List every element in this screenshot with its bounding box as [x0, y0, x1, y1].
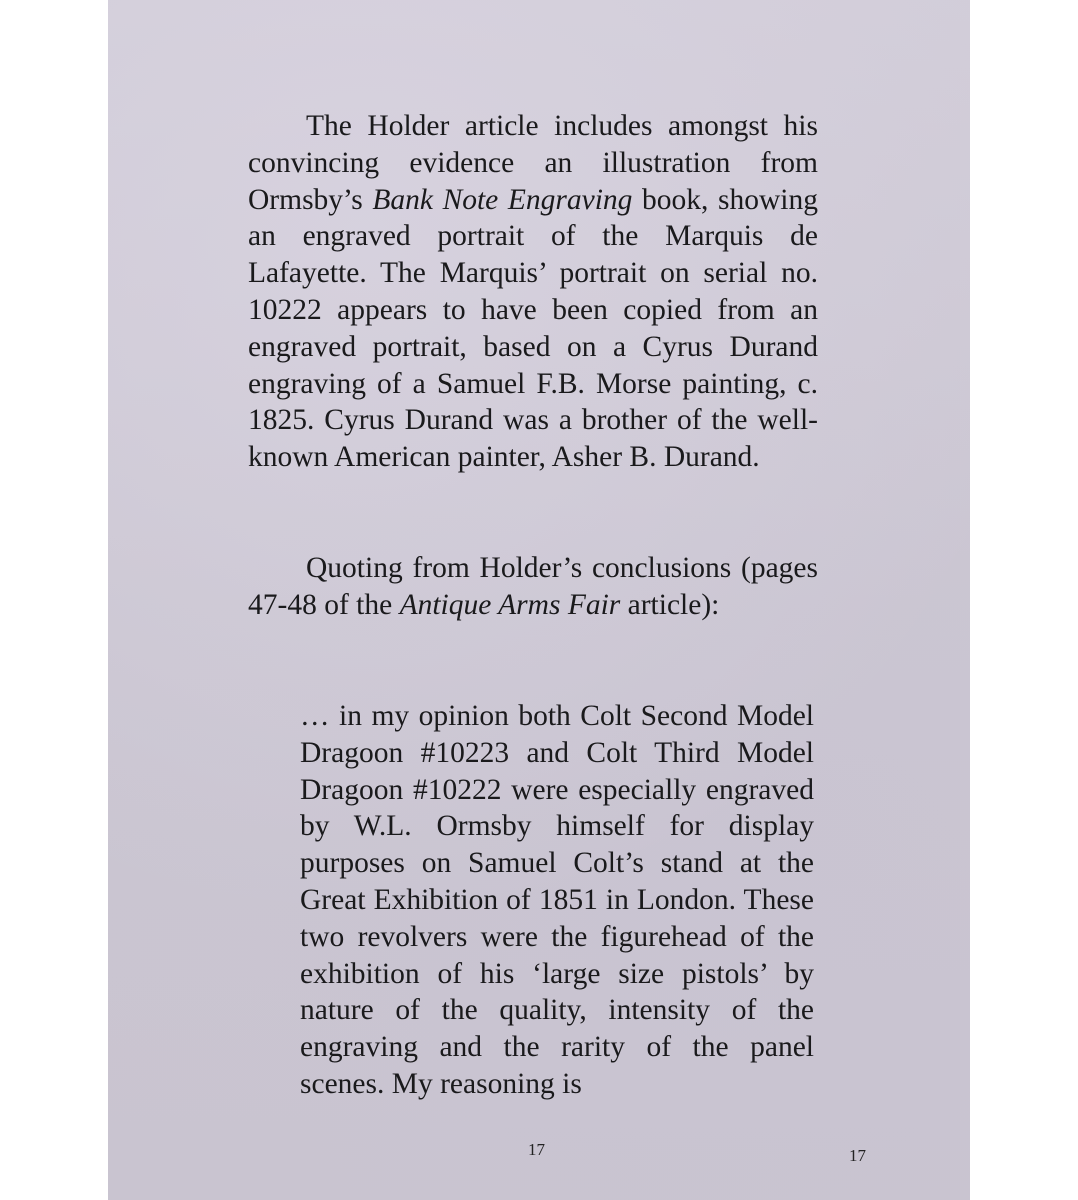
paragraph1-text-after: book, showing an engraved portrait of the Marquis de Lafayette. The Marquis’ portrait on serial no. 10222 appears to have been copied from an engraved portrait, based on a Cyrus Durand engraving of a Samuel F.B. Morse painting, c. 1825. Cyrus Durand was a brother of the well-known American painter, Asher B. Durand. — [248, 183, 819, 474]
paragraph-holder-article — [248, 108, 818, 476]
block-quote — [300, 698, 814, 1103]
quote-text: … in my opinion both Colt Second Model Dragoon #10223 and Colt Third Model Dragoon #10222 were especially engraved by W.L. Ormsby himself for display purposes on Samuel Colt’s stand at the Great Exhibition of 1851 in London. These two revolvers were the figurehead of the exhibition of his ‘large size pistols’ by nature of the quality, intensity of the engraving and the rarity of the panel scenes. My reasoning is — [300, 700, 814, 1100]
paragraph2-text-after: article): — [620, 588, 720, 621]
page-number-right: 17 — [849, 1146, 866, 1165]
page-number-center: 17 — [528, 1140, 545, 1159]
article-title-italic: Antique Arms Fair — [399, 588, 621, 621]
paragraph-quoting-holder — [248, 550, 818, 624]
paragraph1-text: The Holder article includes amongst his convincing evidence an illustration from Ormsby’s — [248, 110, 818, 216]
book-title-italic: Bank Note Engraving — [372, 183, 633, 216]
paragraph2-text: Quoting from Holder’s conclusions (pages 47-48 of the — [248, 552, 818, 621]
